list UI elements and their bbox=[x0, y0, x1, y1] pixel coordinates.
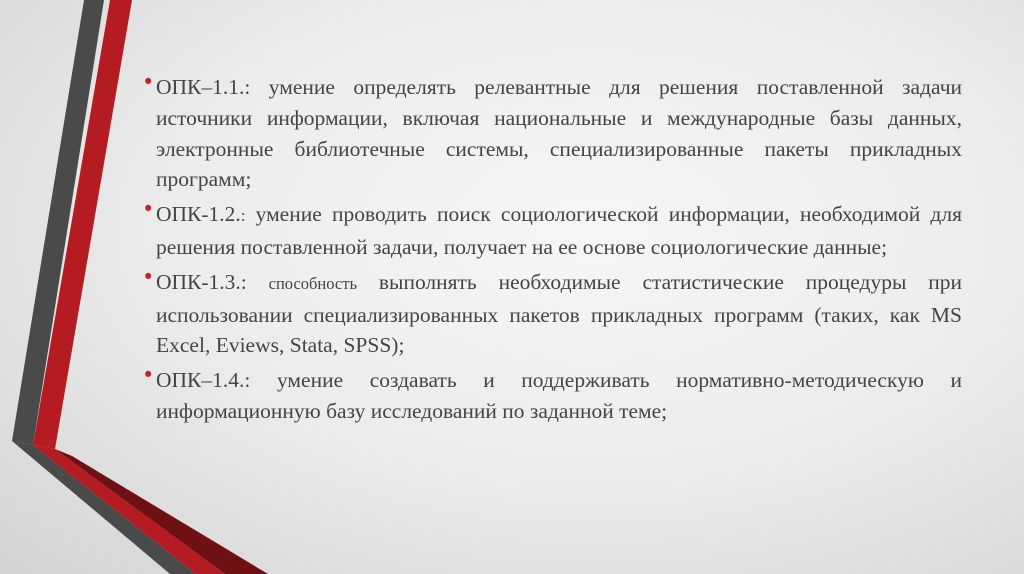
list-item bbox=[142, 264, 963, 361]
bullet-icon: • bbox=[142, 197, 155, 222]
competency-text: умение определять релевантные для решения поставленной задачи источники информации, включая национальные и международные базы данных, электронные библиотечные системы, специализированные пакеты прикладных программ; bbox=[156, 75, 963, 192]
competency-code: ОПК–1.1.: bbox=[156, 75, 251, 99]
competency-text: выполнять необходимые статистические процедуры при использовании специализированных пакетов прикладных программ (таких, как MS Excel, Eviews, Stata, SPSS); bbox=[156, 269, 963, 358]
competency-code: ОПК-1.3.: bbox=[156, 269, 247, 294]
competency-lead-word: способность bbox=[268, 273, 357, 293]
list-item bbox=[142, 70, 963, 195]
bullet-icon: • bbox=[142, 70, 155, 94]
gray-diagonal-stripe bbox=[12, 441, 196, 574]
red-diagonal-stripe bbox=[33, 445, 225, 574]
competency-text: умение проводить поиск социологической информации, необходимой для решения поставленной задачи, получает на ее основе социологические данные; bbox=[156, 202, 962, 259]
bullet-icon: • bbox=[142, 264, 155, 289]
list-item bbox=[142, 197, 962, 263]
competency-text: умение создавать и поддерживать нормативно-методическую и информационную базу исследований по заданной теме; bbox=[156, 368, 962, 423]
code-separator: : bbox=[240, 206, 246, 226]
bullet-list bbox=[142, 70, 963, 431]
list-item bbox=[142, 363, 962, 427]
competency-code: ОПК-1.2. bbox=[156, 202, 241, 227]
competency-code: ОПК–1.4.: bbox=[156, 368, 251, 393]
bullet-icon: • bbox=[142, 363, 155, 388]
